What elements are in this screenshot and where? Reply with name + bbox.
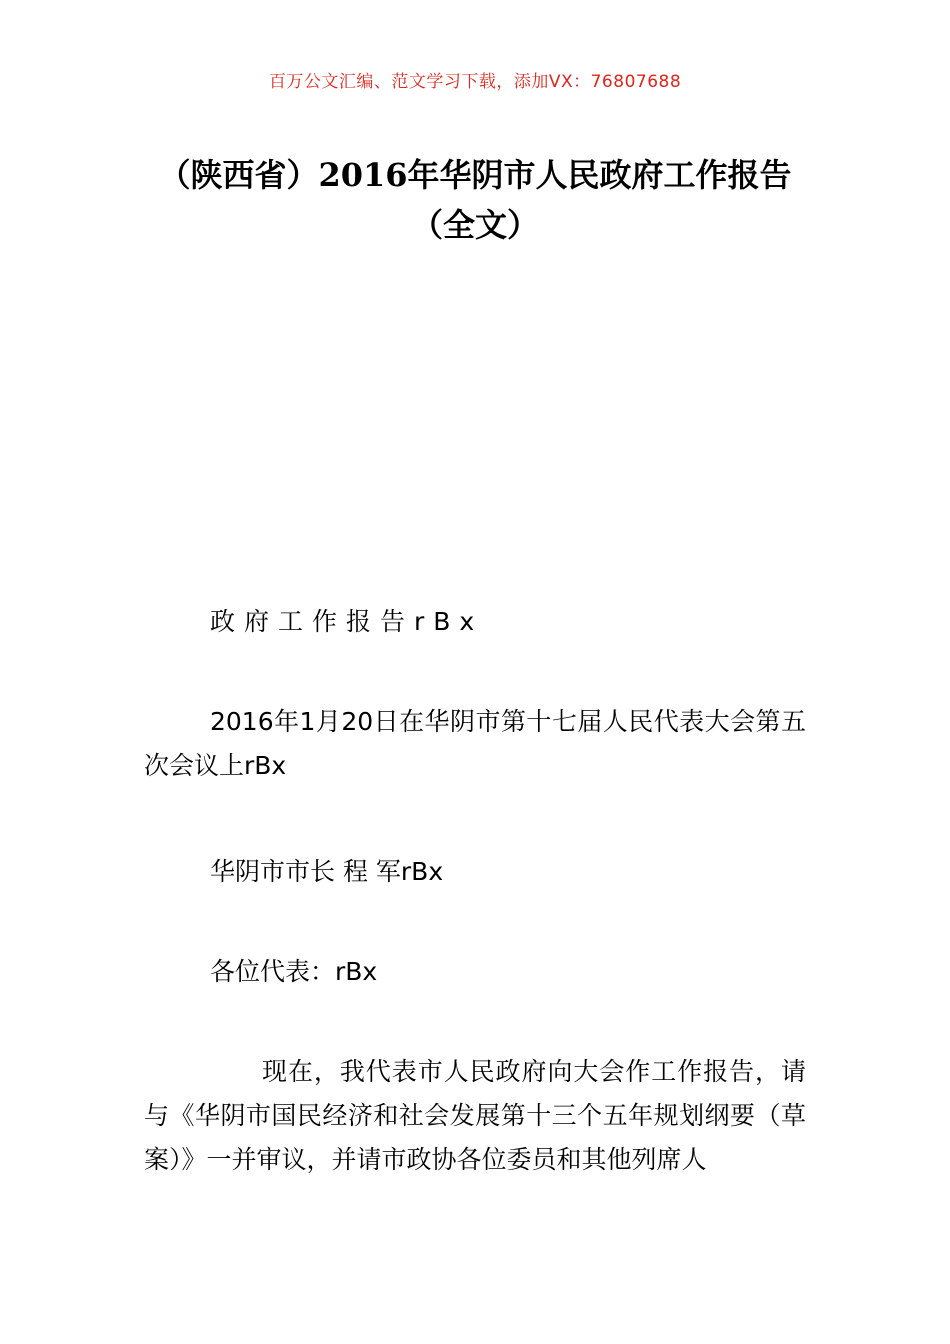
intro-paragraph: 现在，我代表市人民政府向大会作工作报告，请与《华阴市国民经济和社会发展第十三个五年规划纲要（草案）》一并审议，并请市政协各位委员和其他列席人 bbox=[144, 1057, 806, 1174]
document-title: （陕西省）2016年华阴市人民政府工作报告（全文） bbox=[158, 156, 792, 244]
salutation: 各位代表：rBx bbox=[210, 957, 378, 986]
header-watermark-note: 百万公文汇编、范文学习下载，添加VX：76807688 bbox=[268, 72, 682, 92]
report-date-line: 2016年1月20日在华阴市第十七届人民代表大会第五次会议上rBx bbox=[144, 707, 806, 780]
report-author: 华阴市市长 程 军rBx bbox=[210, 857, 444, 886]
report-heading: 政府工作报告rBx bbox=[210, 607, 484, 636]
